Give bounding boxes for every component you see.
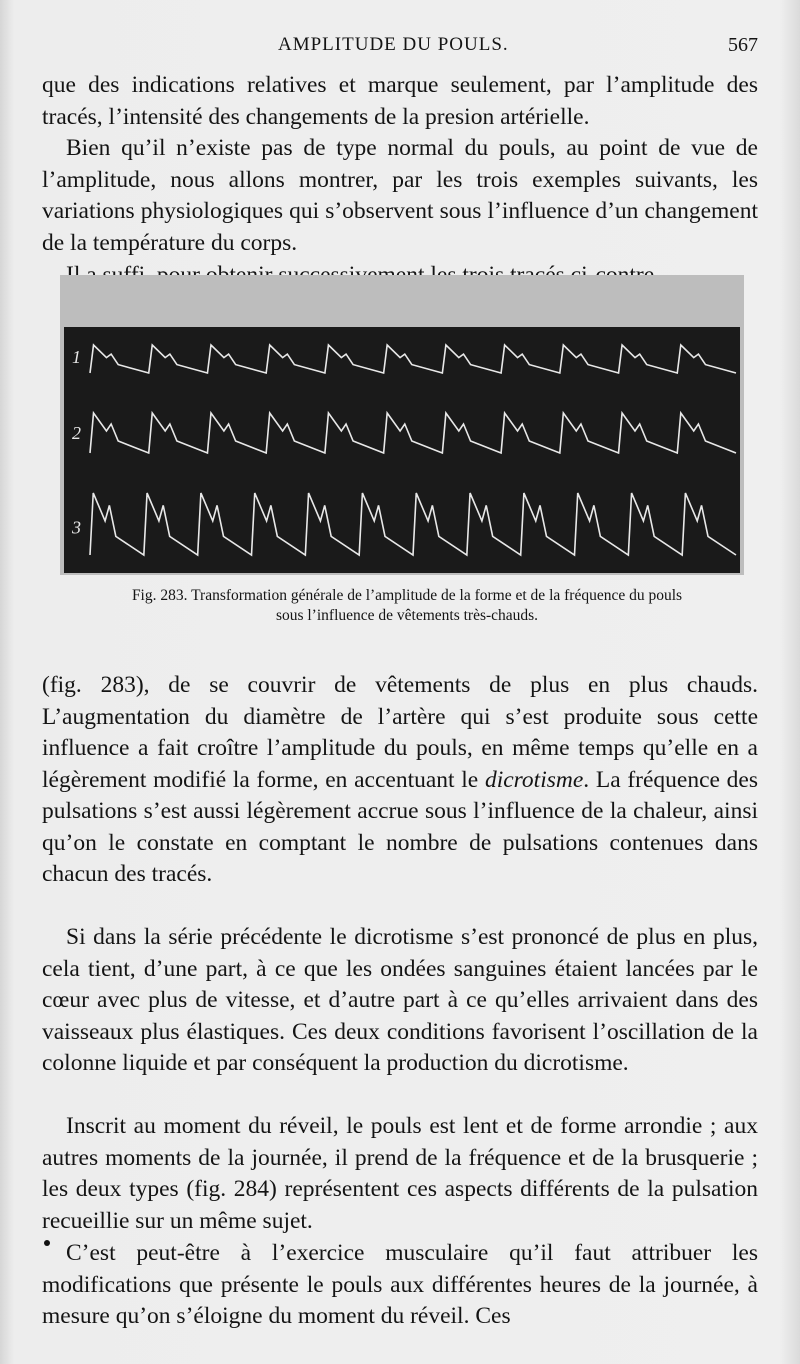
tracing-plate-background (64, 327, 740, 573)
figure-caption-label: Fig. 283. (131, 587, 188, 604)
paragraph-4-term: dicrotisme (484, 766, 584, 793)
pulse-tracing-plate (60, 275, 744, 575)
paragraph-7: C’est peut-être à l’exercice musculaire qu’il faut attribuer les modifications que présente le pouls aux différentes heures de la journée, à mesure qu’on s’éloigne du moment du réveil. Ces (42, 1240, 758, 1329)
figure-caption-line-2: sous l’influence de vêtements très-chauds. (275, 607, 539, 624)
running-title: AMPLITUDE DU POULS. (278, 34, 509, 55)
paragraph-4-end: . La fréquence des pulsations s’est aussi légèrement accrue sous l’influence de la chaleur, ainsi qu’on le constate en comptant le nombre de pulsations contenues dans chacun des tracés. (42, 766, 758, 887)
page-header (42, 30, 758, 60)
pulse-tracing-figure (60, 275, 744, 575)
trace-label-3: 3 (72, 517, 81, 538)
trace-label-2: 2 (72, 423, 81, 443)
paragraph-2: Bien qu’il n’existe pas de type normal du pouls, au point de vue de l’amplitude, nous allons montrer, par les trois exemples suivants, les variations physiologiques qui s’observent sous l’influence d’un changement de la température du corps. (42, 135, 758, 256)
margin-ink-speck (44, 1240, 50, 1246)
paragraph-4-start: (fig. 283), de se couvrir de vêtements de plus en plus chauds. L’augmentation du diamètre de l’artère qui s’est produite sous cette influence a fait croître l’amplitude du pouls, en même temps qu’elle en a légèrement modifié la forme, en accentuant le (42, 672, 758, 793)
paragraph-1: que des indications relatives et marque seulement, par l’amplitude des tracés, l’intensité des changements de la presion artérielle. (42, 72, 758, 130)
paragraph-4 (42, 670, 758, 891)
paragraph-6: Inscrit au moment du réveil, le pouls est lent et de forme arrondie ; aux autres moments de la journée, il prend de la fréquence et de la brusquerie ; les deux types (fig. 284) représentent ces aspects différents de la pulsation recueillie sur un même sujet. (42, 1113, 758, 1234)
page-number: 567 (728, 34, 758, 56)
figure-caption (62, 586, 752, 626)
figure-caption-line-1: Transformation générale de l’amplitude de la forme et de la fréquence du pouls (191, 587, 683, 604)
paragraph-5: Si dans la série précédente le dicrotisme s’est prononcé de plus en plus, cela tient, d’une part, à ce que les ondées sanguines étaient lancées par le cœur avec plus de vitesse, et d’autre part à ce qu’elles arrivaient dans des vaisseaux plus élastiques. Ces deux conditions favorisent l’oscillation de la colonne liquide et par conséquent la production du dicrotisme. (42, 924, 758, 1076)
trace-label-1: 1 (72, 347, 81, 368)
